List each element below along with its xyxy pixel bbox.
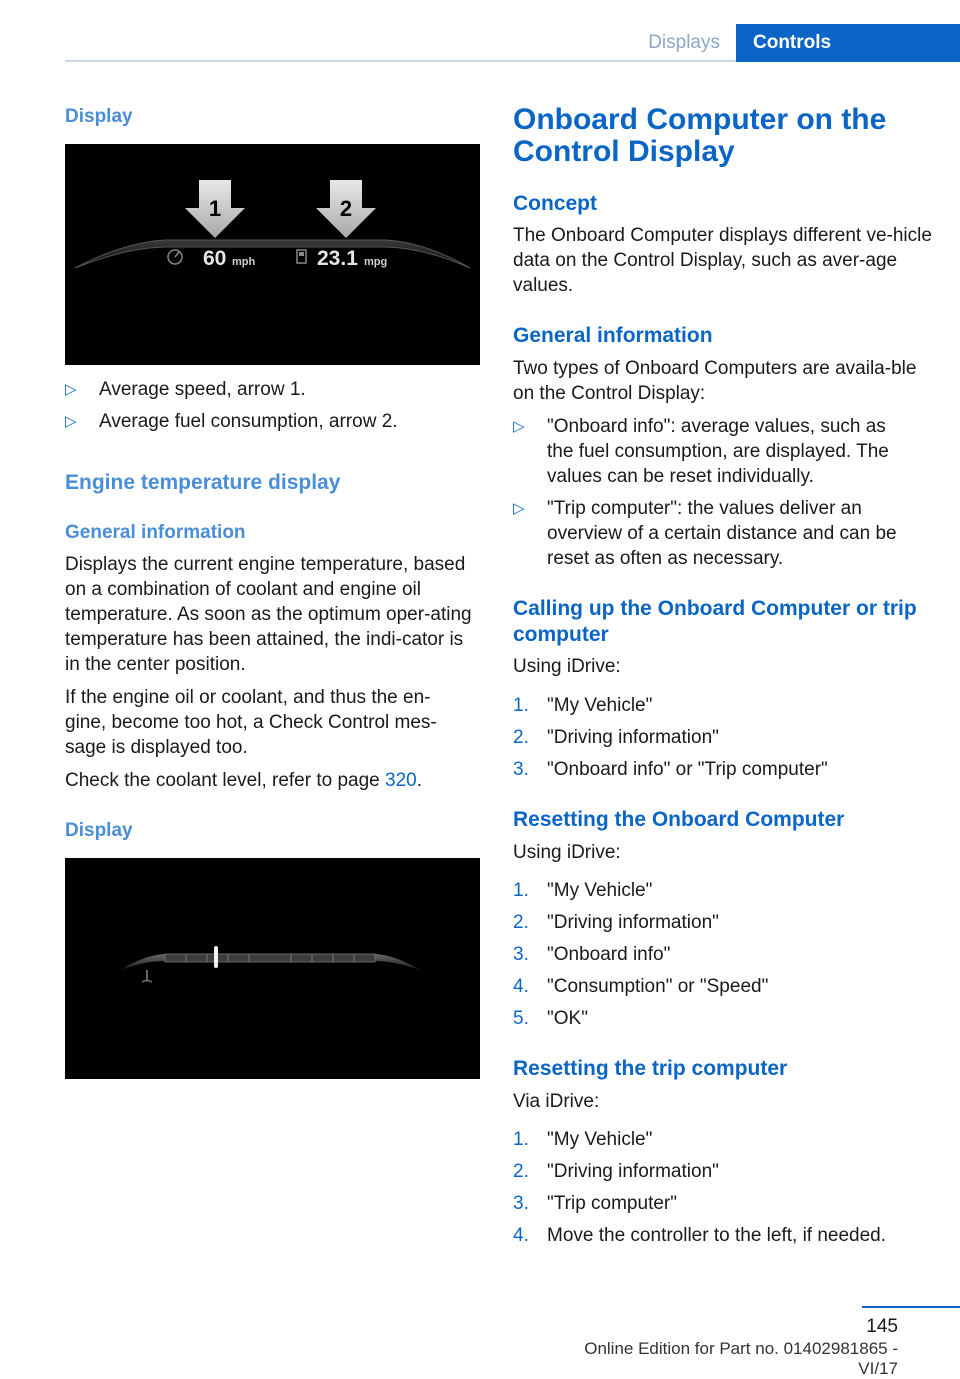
arrow-1-label: 1 [208,196,222,221]
coolant-level-para: Check the coolant level, refer to page 320. [65,770,423,791]
temperature-indicator-icon [214,946,218,968]
list-item: 3. "Onboard info" or "Trip computer" [513,759,828,780]
avg-speed-unit: mph [232,256,256,268]
display-heading: Display [65,106,133,127]
list-item: 1. "My Vehicle" [513,1129,653,1150]
page-header [0,24,960,62]
list-item: 3. "Onboard info" [513,944,671,965]
list-item: 1. "My Vehicle" [513,695,653,716]
general-info-heading-right: General information [513,324,713,347]
coolant-temperature-icon [142,970,152,982]
triangle-bullet-icon: ▷ [65,413,77,430]
page-title: Onboard Computer on the Control Display [513,103,887,168]
list-item: 3. "Trip computer" [513,1193,677,1214]
general-info-text: Two types of Onboard Computers are availa‐ble on the Control Display: [513,358,917,404]
page-link-320[interactable]: 320 [385,770,417,791]
engine-temp-heading: Engine temperature display [65,471,341,494]
tab-controls[interactable]: Controls [736,24,960,62]
list-item: ▷ "Trip computer": the values deliver an overview of a certain distance and can be reset as often as necessary. [513,498,897,569]
triangle-bullet-icon: ▷ [513,418,525,435]
engine-temp-para-1: Displays the current engine temperature, based on a combination of coolant and engine oil temperature. As soon as the optimum oper‐ating temperature has been attained, the indi‐cator is in the center position. [65,554,472,675]
using-idrive-label: Using iDrive: [513,656,621,677]
avg-speed-value: 60 [203,247,227,270]
list-item: 5. "OK" [513,1008,588,1029]
temperature-display-image [65,858,480,1079]
avg-fuel-unit: mpg [364,256,388,268]
engine-temp-para-2: If the engine oil or coolant, and thus the en‐gine, become too hot, a Check Control mes‐sage is displayed too. [65,687,437,758]
header-rule [65,60,636,62]
resetting-heading: Resetting the Onboard Computer [513,808,845,831]
list-item: 4. "Consumption" or "Speed" [513,976,769,997]
calling-up-heading: Calling up the Onboard Computer or trip computer [513,597,917,646]
page-number: 145 [866,1316,898,1337]
display-heading-2: Display [65,820,133,841]
list-item: ▷ "Onboard info": average values, such as the fuel consumption, are displayed. The values can be reset individually. [513,416,889,487]
tab-displays[interactable]: Displays [648,32,720,53]
reset-trip-heading: Resetting the trip computer [513,1057,788,1080]
list-item: 2. "Driving information" [513,727,719,748]
triangle-bullet-icon: ▷ [513,500,525,517]
speedometer-icon [168,250,182,264]
fuel-pump-icon [297,250,306,263]
via-idrive-label: Via iDrive: [513,1091,600,1112]
list-item: 2. "Driving information" [513,1161,719,1182]
general-info-heading: General information [65,522,246,543]
using-idrive-label: Using iDrive: [513,842,621,863]
arrow-2-label: 2 [339,196,353,221]
concept-heading: Concept [513,192,597,215]
concept-text: The Onboard Computer displays different ve‐hicle data on the Control Display, such as aver‐age values. [513,225,932,296]
edition-note: Online Edition for Part no. 01402981865 - VI/17 [584,1339,898,1378]
avg-fuel-value: 23.1 [317,247,358,270]
list-item: ▷ Average fuel consumption, arrow 2. [65,411,398,432]
list-item: 4. Move the controller to the left, if needed. [513,1225,887,1246]
instrument-display-image [65,144,480,365]
triangle-bullet-icon: ▷ [65,381,77,398]
list-item: 1. "My Vehicle" [513,880,653,901]
footer-rule [862,1306,960,1308]
list-item: ▷ Average speed, arrow 1. [65,379,306,400]
list-item: 2. "Driving information" [513,912,719,933]
